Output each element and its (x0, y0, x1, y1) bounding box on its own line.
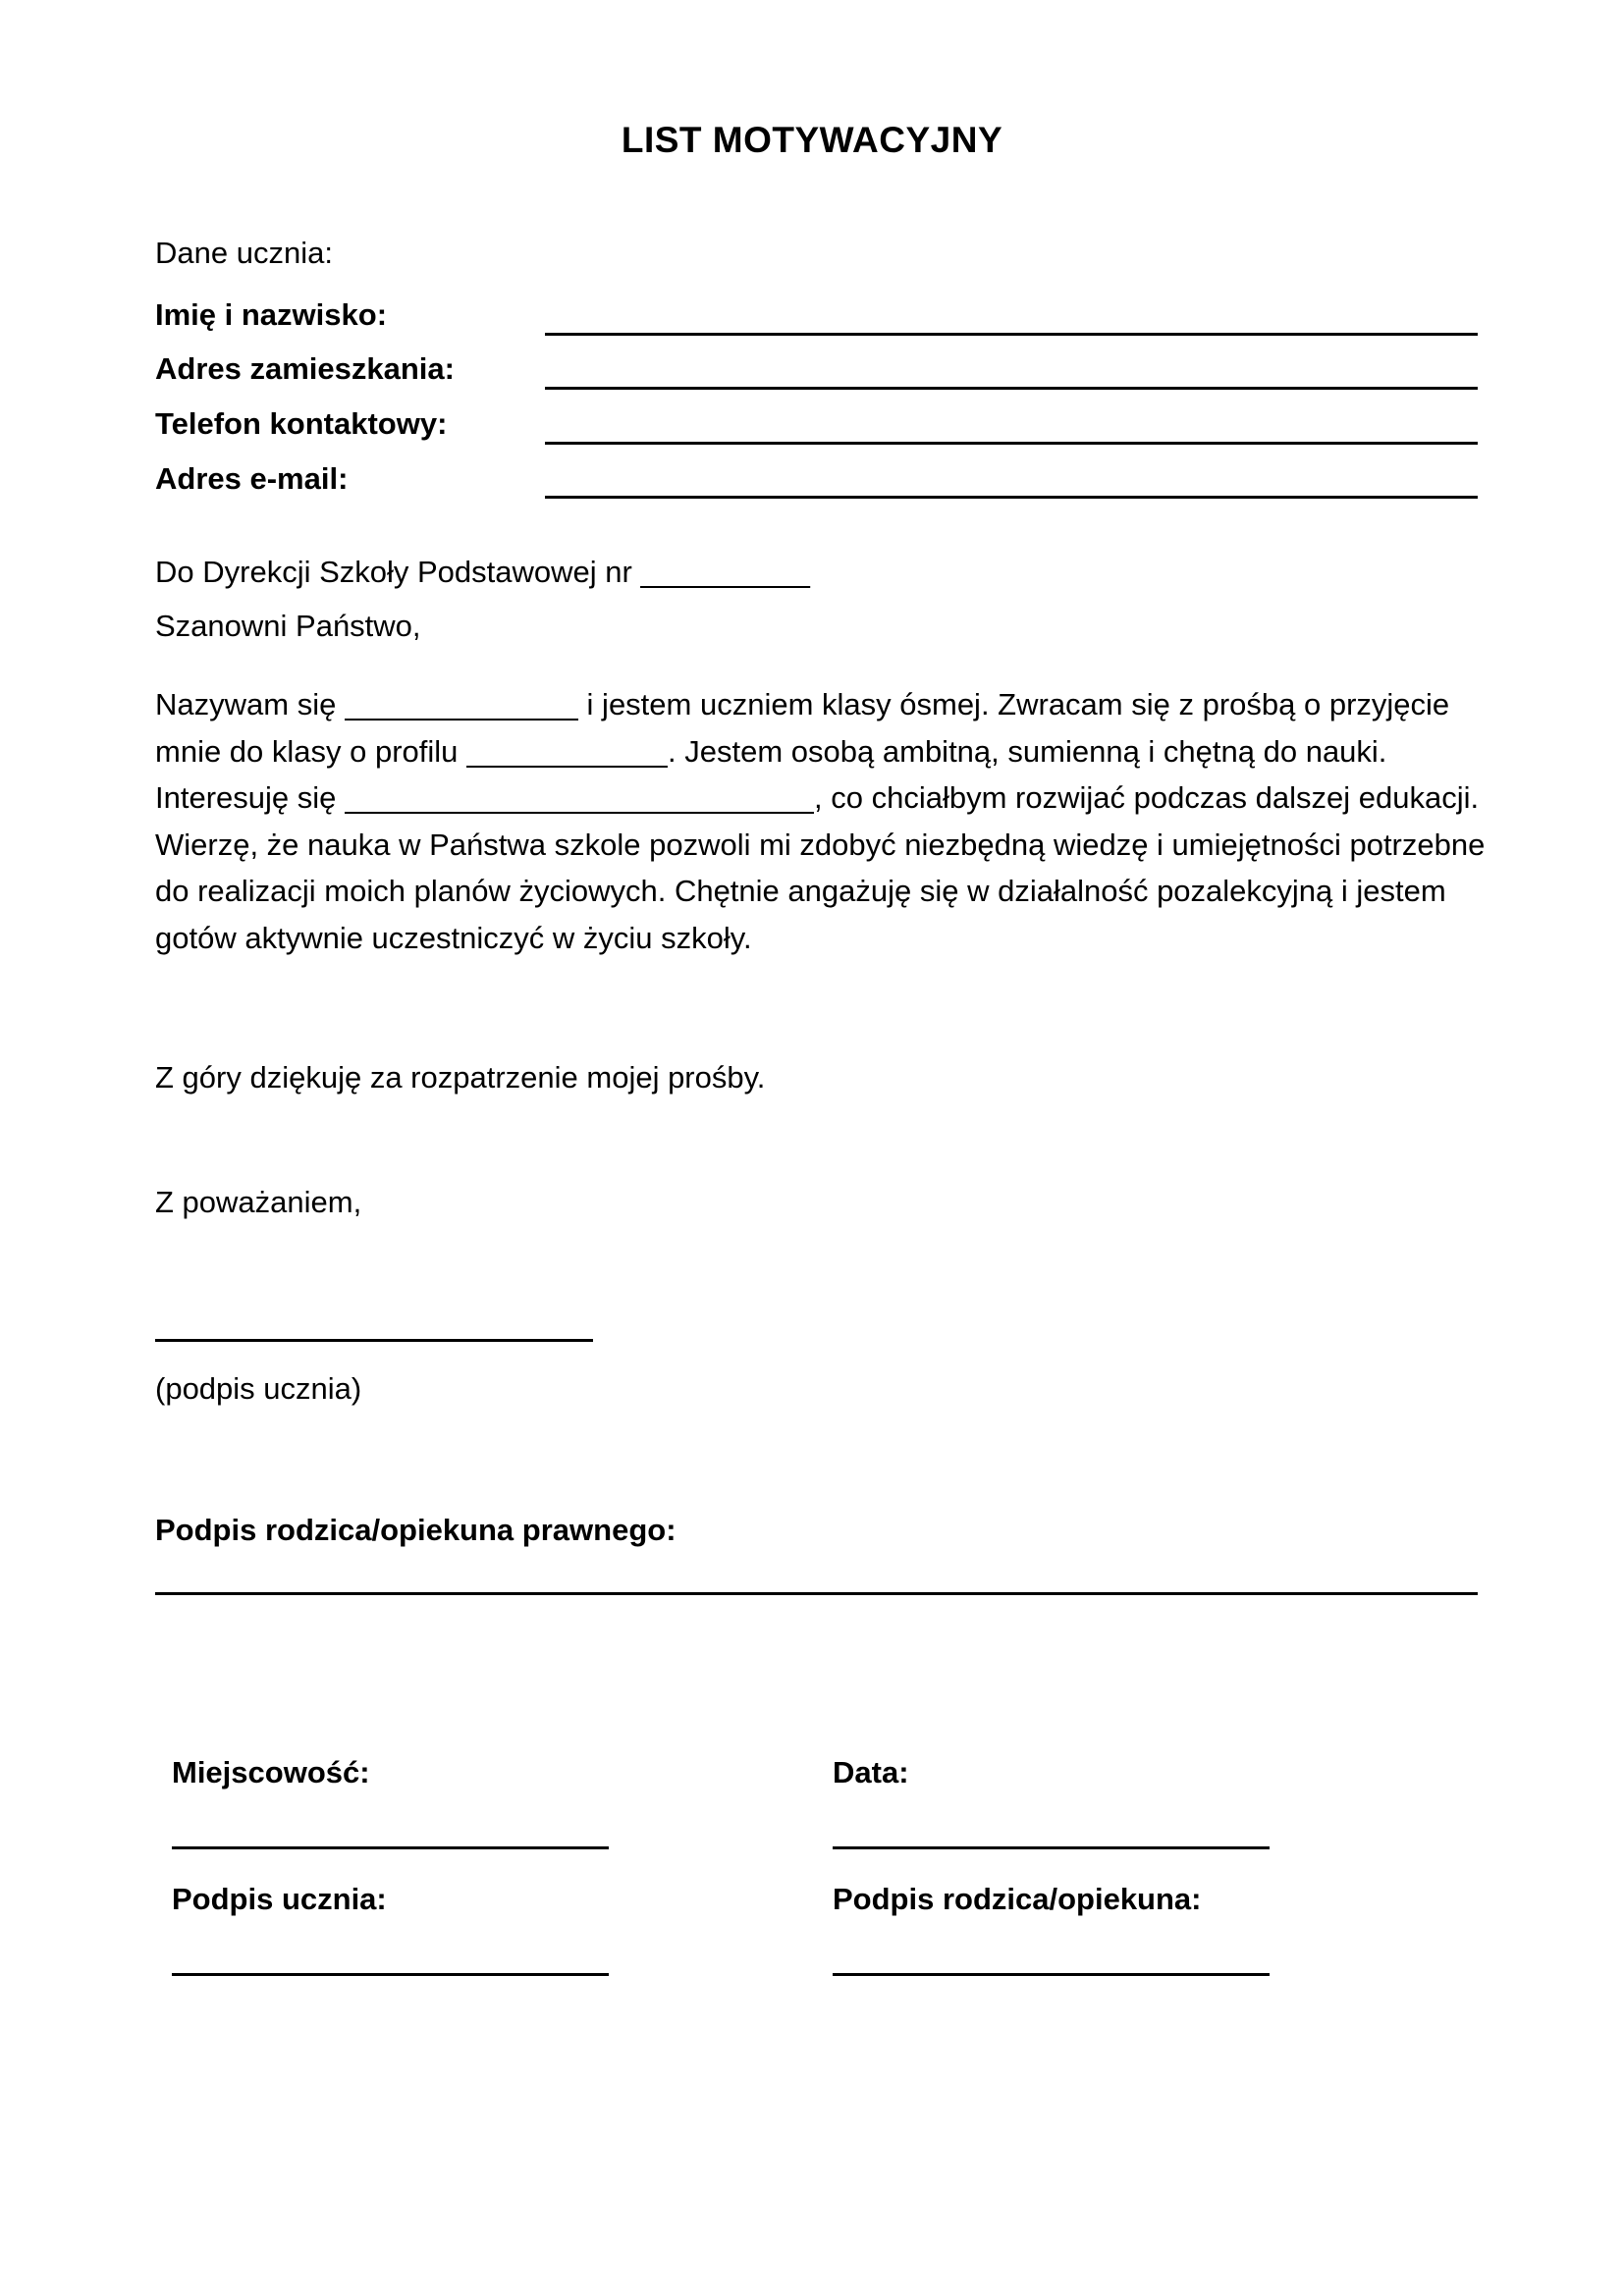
place-label: Miejscowość: (172, 1755, 370, 1789)
address-label: Adres zamieszkania: (155, 351, 455, 386)
guardian-signature-label: Podpis rodzica/opiekuna prawnego: (155, 1513, 677, 1547)
body-text: mnie do klasy o profilu (155, 733, 467, 769)
date-label: Data: (833, 1755, 909, 1789)
salutation: Szanowni Państwo, (155, 609, 421, 643)
body-text: Interesuję się (155, 780, 345, 815)
guardian-sign-label: Podpis rodzica/opiekuna: (833, 1882, 1202, 1916)
thanks-line: Z góry dziękuję za rozpatrzenie mojej prośby. (155, 1060, 766, 1095)
phone-label: Telefon kontaktowy: (155, 406, 448, 441)
address-field-line[interactable] (545, 387, 1478, 390)
body-line-1 (155, 681, 1481, 728)
body-line-6: gotów aktywnie uczestniczyć w życiu szkoły. (155, 920, 752, 955)
student-sign-field-line[interactable] (172, 1973, 609, 1976)
body-text: , co chciałbym rozwijać podczas dalszej edukacji. (814, 780, 1480, 815)
interests-blank[interactable] (345, 807, 814, 808)
full-name-field-line[interactable] (545, 333, 1478, 336)
student-data-heading: Dane ucznia: (155, 236, 333, 270)
student-sign-label: Podpis ucznia: (172, 1882, 387, 1916)
email-label: Adres e-mail: (155, 461, 349, 496)
guardian-signature-line[interactable] (155, 1592, 1478, 1595)
body-line-3 (155, 774, 1481, 822)
body-line-4: Wierzę, że nauka w Państwa szkole pozwoli mi zdobyć niezbędną wiedzę i umiejętności potrzebne (155, 827, 1486, 862)
body-text: i jestem uczniem klasy ósmej. Zwracam się z prośbą o przyjęcie (577, 687, 1450, 721)
closing-line: Z poważaniem, (155, 1185, 362, 1219)
signature-caption: (podpis ucznia) (155, 1371, 362, 1406)
guardian-sign-field-line[interactable] (833, 1973, 1270, 1976)
document-title: LIST MOTYWACYJNY (621, 120, 1003, 160)
full-name-label: Imię i nazwisko: (155, 297, 388, 332)
student-signature-line[interactable] (155, 1339, 593, 1342)
phone-field-line[interactable] (545, 442, 1478, 445)
profile-blank[interactable] (466, 761, 668, 762)
body-text: Nazywam się (155, 687, 345, 721)
letter-body (155, 681, 1486, 961)
body-text: . Jestem osobą ambitną, sumienną i chętną do nauki. (668, 733, 1387, 769)
email-field-line[interactable] (545, 496, 1478, 499)
place-field-line[interactable] (172, 1846, 609, 1849)
recipient-line: Do Dyrekcji Szkoły Podstawowej nr __________ (155, 555, 810, 589)
name-blank[interactable] (345, 714, 578, 715)
body-line-2 (155, 728, 1481, 775)
date-field-line[interactable] (833, 1846, 1270, 1849)
body-line-5: do realizacji moich planów życiowych. Chętnie angażuję się w działalność pozalekcyjną i jestem (155, 874, 1446, 908)
